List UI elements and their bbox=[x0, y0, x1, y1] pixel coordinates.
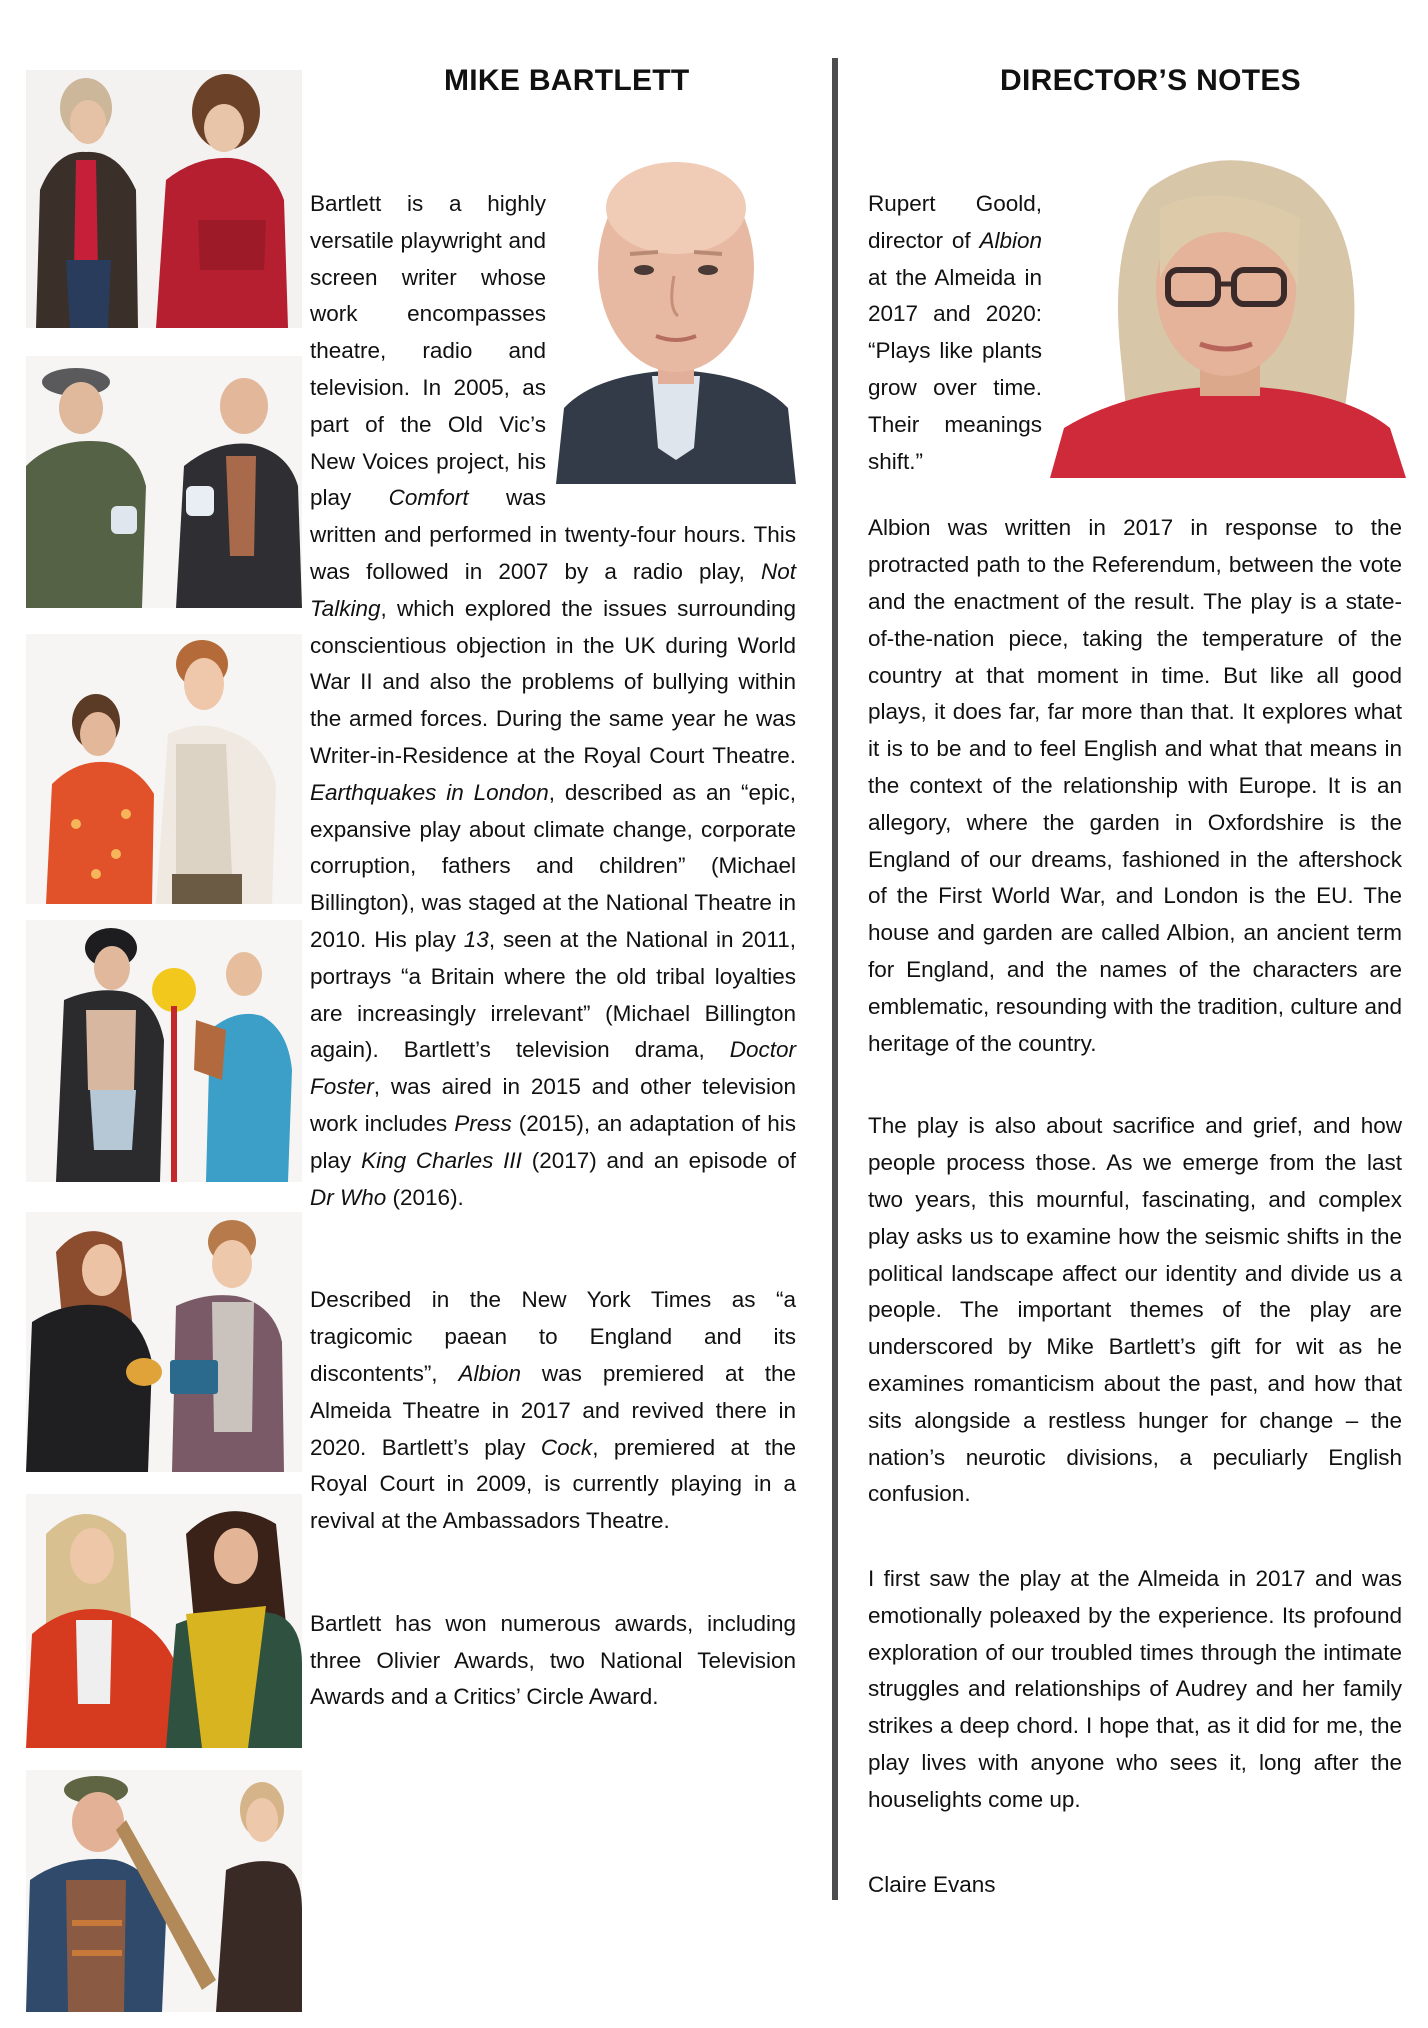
bio-paragraph-2 bbox=[310, 1282, 796, 1540]
directors-notes bbox=[868, 186, 1402, 1903]
bartlett-biography bbox=[310, 186, 796, 1716]
cast-photo-1 bbox=[26, 70, 302, 328]
notes-paragraph-2: The play is also about sacrifice and grief, and how people process those. As we emerge from the last two years, this mournful, fascinating, and complex play asks us to examine how the seismic shifts in the political landscape affect our identity and divide us a people. The important themes of the play are underscored by Mike Bartlett’s gift for wit as he examines romanticism about the past, and how that sits alongside a restless hunger for change – the nation’s neurotic divisions, a peculiarly English confusion. bbox=[868, 1113, 1402, 1507]
cast-photo-2 bbox=[26, 356, 302, 608]
quote-text-a: Rupert Goold, director of bbox=[868, 191, 1042, 253]
notes-paragraph-3: I first saw the play at the Almeida in 2017 and was emotionally poleaxed by the experience. Its profound exploration of our troubled times through the intimate struggles and relationships of Audrey and her family strikes a deep chord. I hope that, as it did for me, the play lives with anyone who sees it, long after the houselights come up. bbox=[868, 1566, 1402, 1812]
bio-p1-text-h: (2017) and an episode of bbox=[521, 1147, 796, 1173]
bio-p1-text-g: (2015), an adaptation of his play bbox=[310, 1110, 796, 1173]
bio-p2-text-b: was premiered at the Almeida Theatre in 2017 and revived there in 2020. Bartlett’s play bbox=[310, 1360, 796, 1460]
bio-p1-text-e: , seen at the National in 2011, portrays “a Britain where the old tribal loyalties are increasingly irrelevant” (Michael Billington again). Bartlett’s television drama, bbox=[310, 926, 796, 1063]
mike-bartlett-portrait bbox=[556, 148, 796, 484]
cast-photo-7 bbox=[26, 1770, 302, 2012]
bio-p1-text-b: was written and performed in twenty-four hours. This was followed in 2007 by a radio play, bbox=[310, 485, 796, 584]
bio-p2-text-a: Described in the New York Times as “a tragicomic paean to England and its discontents”, bbox=[310, 1287, 796, 1386]
claire-evans-portrait bbox=[1050, 148, 1406, 478]
bio-title-dr-who: Dr Who bbox=[310, 1184, 387, 1210]
bio-p1-text-c: , which explored the issues surrounding conscientious objection in the UK during World War II and also the problems of bullying within the armed forces. During the same year he was Writer-in-Residence at the Royal Court Theatre. bbox=[310, 595, 796, 768]
cast-photo-6 bbox=[26, 1494, 302, 1748]
bio-p1-text-f: , was aired in 2015 and other television work includes bbox=[310, 1074, 796, 1136]
right-heading: DIRECTOR’S NOTES bbox=[1000, 64, 1301, 97]
bio-p1-text-d: , described as an “epic, expansive play about climate change, corporate corruption, fathers and children” (Michael Billington), was staged at the National Theatre in 2010. His play bbox=[310, 779, 796, 952]
bio-p1-text-j: (2016). bbox=[386, 1184, 464, 1210]
signature: Claire Evans bbox=[868, 1871, 996, 1897]
bio-title-albion: Albion bbox=[458, 1360, 522, 1386]
bio-title-comfort: Comfort bbox=[388, 485, 469, 511]
bio-p1-text-a: Bartlett is a highly versatile playwright and screen writer whose work encompasses theatre, radio and television. In 2005, as part of the Old Vic’s New Voices project, his play bbox=[310, 191, 546, 511]
bio-title-doctor-foster: Doctor Foster bbox=[310, 1037, 796, 1100]
column-divider bbox=[832, 58, 838, 1900]
quote-text-b: at the Almeida in 2017 and 2020: “Plays like plants grow over time. Their meanings shift.” bbox=[868, 264, 1042, 474]
bio-paragraph-3: Bartlett has won numerous awards, including three Olivier Awards, two National Television Awards and a Critics’ Circle Award. bbox=[310, 1610, 796, 1710]
bio-title-cock: Cock bbox=[540, 1434, 593, 1460]
cast-photo-3 bbox=[26, 634, 302, 904]
cast-photo-4 bbox=[26, 920, 302, 1182]
bio-title-earthquakes: Earthquakes in London bbox=[310, 779, 549, 805]
quote-title-albion: Albion bbox=[979, 227, 1042, 253]
notes-paragraph-1: Albion was written in 2017 in response to the protracted path to the Referendum, between the vote and the enactment of the result. The play is a state-of-the-nation piece, taking the temperature of the country at that moment in time. But like all good plays, it does far, far more than that. It explores what it is to be and to feel English and what that means in the context of the relationship with Europe. It is an allegory, where the garden in Oxfordshire is the England of our dreams, fashioned in the aftershock of the First World War, and London is the EU. The house and garden are called Albion, an ancient term for England, and the names of the characters are emblematic, resounding with the tradition, culture and heritage of the country. bbox=[868, 515, 1402, 1056]
left-heading: MIKE BARTLETT bbox=[444, 64, 690, 97]
bio-title-not-talking: Not Talking bbox=[310, 558, 796, 621]
cast-photo-5 bbox=[26, 1212, 302, 1472]
bio-p2-text-c: , premiered at the Royal Court in 2009, is currently playing in a revival at the Ambassadors Theatre. bbox=[310, 1434, 796, 1534]
bio-title-press: Press bbox=[454, 1110, 512, 1136]
bio-title-13: 13 bbox=[463, 926, 489, 952]
bio-title-king-charles: King Charles III bbox=[361, 1147, 522, 1173]
